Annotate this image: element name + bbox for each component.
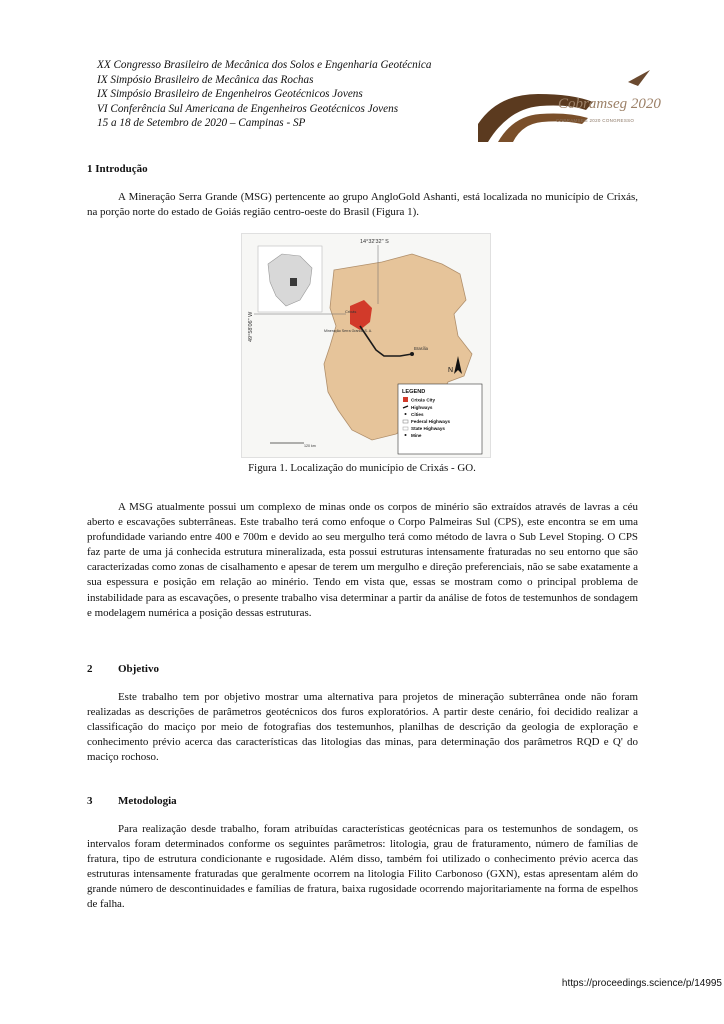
map-legend (398, 384, 482, 454)
legend-item-cities: Cities (411, 412, 424, 417)
header-line-3: IX Simpósio Brasileiro de Engenheiros Geotécnicos Jovens (97, 88, 363, 100)
header-line-2: IX Simpósio Brasileiro de Mecânica das Rochas (97, 73, 314, 86)
mine-label: Mineração Serra Grande S. A. (324, 329, 373, 333)
footer-url[interactable]: https://proceedings.science/p/14995 (561, 978, 722, 989)
capital-label: Brasília (414, 346, 428, 351)
heading-objetivo: Objetivo (118, 663, 159, 675)
heading-metodologia: Metodologia (118, 795, 177, 807)
logo-subtitle: COBRAMSEG 2020 CONGRESSO (556, 118, 635, 123)
heading-metodologia-number: 3 (87, 795, 93, 807)
logo-title: Cobramseg 2020 (558, 96, 661, 112)
legend-item-federal: Federal Highways (411, 419, 451, 424)
location-map-figure (241, 233, 491, 458)
heading-objetivo-number: 2 (87, 663, 93, 675)
conference-header (97, 58, 431, 131)
legend-item-crixas: Crixás City (411, 397, 436, 403)
scale-label: 120 km (304, 444, 316, 448)
town-label: Crixás (345, 309, 357, 314)
header-line-5: 15 a 18 de Setembro de 2020 – Campinas - SP (97, 117, 306, 129)
figure-caption: Figura 1. Localização do município de Crixás - GO. (248, 462, 476, 474)
paragraph-intro: A Mineração Serra Grande (MSG) pertencente ao grupo AngloGold Ashanti, está localizada no município de Crixás, na porção norte do estado de Goiás região centro-oeste do Brasil (Figura 1). (87, 191, 638, 219)
legend-title: LEGEND (402, 389, 426, 395)
paragraph-intro-2: A MSG atualmente possui um complexo de minas onde os corpos de minério são extraídos através de lavras a céu aberto e escavações subterrâneas. Este trabalho terá como enfoque o Corpo Palmeiras Sul (CPS), este encontra se em uma profundidade variando entre 400 e 700m e devido ao seu mergulho terá como método de lavra o Sub Level Stoping. O CPS faz parte de uma já conhecida estrutura mineralizada, esta possui estruturas intensamente fraturadas no seu entorno que são caracterizadas como zonas de cisalhamento e apesar de terem um mergulho e direção preferenciais, não se sabe exatamente a sua espessura e posição em relação ao minério. Tendo em vista que, essas se mostram como o principal problema de instabilidade para as escavações, o presente trabalho visa determinar a partir da análise de fotos de testemunhos de sondagem e modelagem numérica a posição dessas estruturas. (87, 501, 638, 619)
location-map (242, 234, 490, 457)
paragraph-metodologia: Para realização desde trabalho, foram atribuídas características geotécnicas para os testemunhos de sondagem, os intervalos foram determinados conforme os seguintes parâmetros: litologia, grau de fraturamento, número de famílias de fratura, tipo de estrutura condicionante e rugosidade. Além disso, também foi utilizado o conhecimento prévio acerca das estruturas intensamente fraturadas que geralmente ocorrem na litologia Filito Carbonoso (GXN), estas apresentam além do grande número de descontinuidades e famílias de fratura, baixa rugosidade ocorrendo majoritariamente na forma de espelhos de falha. (87, 823, 638, 911)
svg-text:N: N (448, 367, 454, 374)
longitude-label: 49°58'06" W (248, 311, 254, 342)
paragraph-objetivo: Este trabalho tem por objetivo mostrar uma alternativa para projetos de mineração subterrânea onde não foram realizadas as descrições de parâmetros geotécnicos dos furos exploratórios. A partir deste cenário, foi decidido realizar a classificação do maciço por meio de fotografias dos testemunhos, planilhas de descrição da geologia de exploração e conhecimento prévio acerca das características das litologias das minas, para determinação dos parâmetros RQD e Q' do maciço rochoso. (87, 691, 638, 764)
legend-item-mine: Mine (411, 433, 422, 438)
header-line-1: XX Congresso Brasileiro de Mecânica dos Solos e Engenharia Geotécnica (97, 59, 432, 71)
latitude-label: 14°32'32" S (360, 239, 389, 245)
legend-item-highways: Highways (411, 405, 433, 410)
legend-item-state: State Highways (411, 426, 445, 431)
header-line-4: VI Conferência Sul Americana de Engenheiros Geotécnicos Jovens (97, 102, 399, 115)
heading-introducao: 1 Introdução (87, 163, 148, 175)
